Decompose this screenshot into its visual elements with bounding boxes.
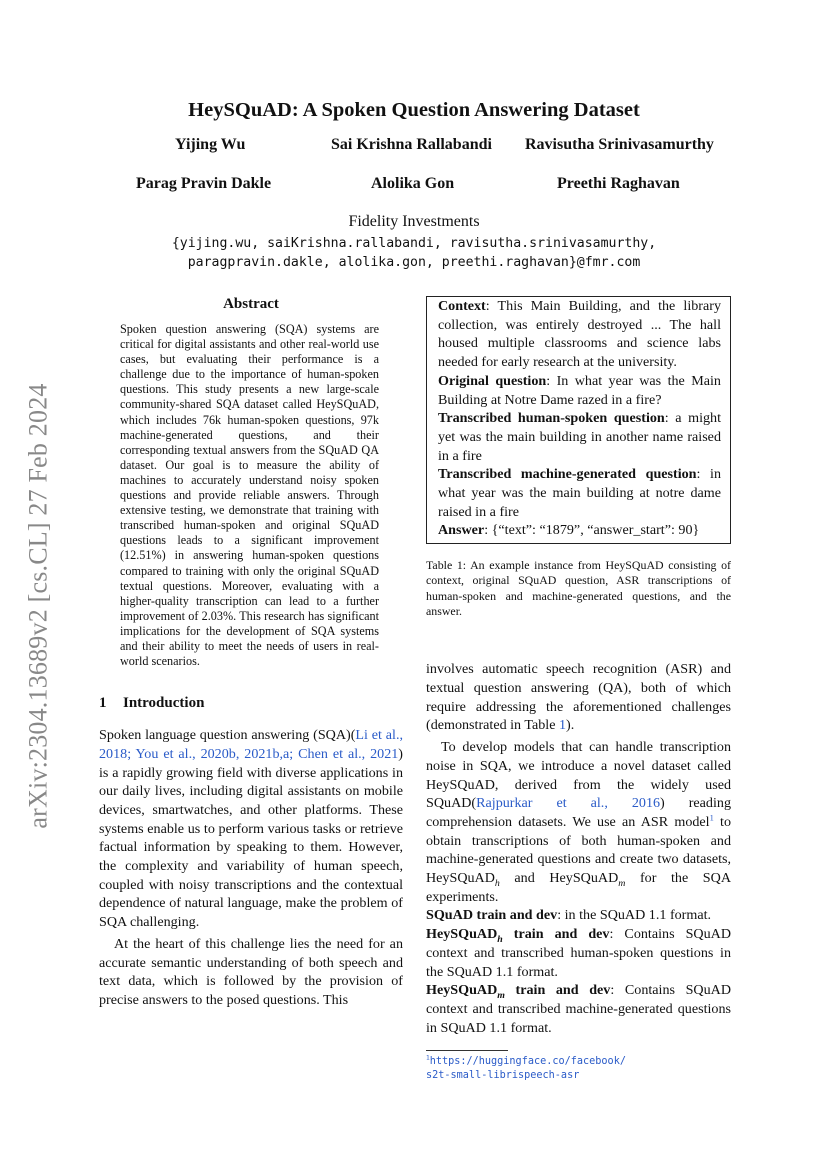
intro-paragraph bbox=[99, 726, 403, 932]
field-label: Transcribed machine-generated question bbox=[438, 466, 697, 483]
field-label: Transcribed human-spoken question bbox=[438, 410, 665, 427]
field-label: Answer bbox=[438, 522, 485, 539]
field-value: : {“text”: “1879”, “answer_start”: 90} bbox=[484, 522, 700, 539]
table1-caption: Table 1: An example instance from HeySQuAD consisting of context, original SQuAD question, ASR transcriptions of human-spoken and machine-generated questions, and the answer. bbox=[426, 558, 731, 619]
body-paragraph bbox=[426, 738, 731, 906]
body-paragraph bbox=[426, 660, 731, 735]
footnote-link[interactable]: s2t-small-librispeech-asr bbox=[426, 1070, 580, 1082]
text-run: and HeySQuAD bbox=[499, 870, 619, 887]
text-run: To develop models that can handle transcription noise in SQA, we introduce a novel dataset called HeySQuAD, derived from the widely used SQuAD( bbox=[426, 739, 731, 812]
intro-paragraph: At the heart of this challenge lies the need for an accurate semantic understanding of both speech and text data, which is followed by the provision of precise answers to the posed questions. This bbox=[99, 935, 403, 1008]
section-number: 1 bbox=[99, 695, 107, 712]
text-run: ) is a rapidly growing field with diverse applications in our daily lives, including digital assistants on mobile devices, smartwatches, and other platforms. These systems enable us to perform various tasks or retrieve factual information by speaking to them. However, the complexity and variability of human speech, coupled with noisy transcriptions and the contextual dependence of natural language, make the problem of SQA challenging. bbox=[99, 745, 403, 931]
field-label: Original question bbox=[438, 372, 547, 389]
footnote-link[interactable]: https://huggingface.co/facebook/ bbox=[429, 1056, 626, 1068]
table1-box bbox=[426, 296, 731, 544]
right-body bbox=[426, 660, 731, 1083]
table-ref-link[interactable]: 1 bbox=[559, 717, 567, 734]
section-title: Introduction bbox=[123, 695, 205, 712]
author-name: Sai Krishna Rallabandi bbox=[331, 136, 492, 153]
citation-link[interactable]: Rajpurkar et al., 2016 bbox=[476, 795, 661, 812]
table1-context bbox=[438, 297, 721, 372]
section-heading bbox=[99, 695, 403, 712]
item-text: : Contains SQuAD context and transcribed machine-generated questions in SQuAD 1.1 format. bbox=[426, 982, 732, 1036]
email-line: {yijing.wu, saiKrishna.rallabandi, ravisutha.srinivasamurthy, bbox=[171, 236, 657, 251]
text-run: for the SQA experiments. bbox=[426, 870, 731, 905]
author-emails bbox=[0, 234, 828, 272]
table1-machine-question bbox=[438, 465, 721, 521]
arxiv-stamp: arXiv:2304.13689v2 [cs.CL] 27 Feb 2024 bbox=[24, 383, 54, 829]
field-label: Context bbox=[438, 298, 486, 314]
author-name: Preethi Raghavan bbox=[557, 175, 680, 192]
author-name: Alolika Gon bbox=[371, 175, 455, 192]
email-line: paragpravin.dakle, alolika.gon, preethi.raghavan}@fmr.com bbox=[187, 255, 641, 270]
subscript: h bbox=[494, 877, 500, 889]
dataset-item bbox=[426, 925, 731, 981]
table1-answer bbox=[438, 521, 721, 540]
affiliation: Fidelity Investments bbox=[348, 213, 480, 230]
footnote-marker[interactable]: 1 bbox=[709, 812, 714, 823]
table1-original-question bbox=[438, 372, 721, 409]
text-run: ) reading comprehension datasets. We use an ASR model bbox=[426, 795, 731, 830]
text-run: ). bbox=[566, 717, 575, 734]
footnote bbox=[426, 1055, 731, 1083]
abstract-heading: Abstract bbox=[223, 296, 279, 312]
field-value: : This Main Building, and the library collection, was entirely destroyed ... The hall housed multiple classrooms and science labs needed for early research at the university. bbox=[438, 298, 721, 371]
item-text: : in the SQuAD 1.1 format. bbox=[557, 907, 712, 924]
item-label: HeySQuAD$_h$ train and dev bbox=[426, 926, 610, 945]
text-run: involves automatic speech recognition (ASR) and textual question answering (QA), both of which require addressing the aforementioned challenges (demonstrated in Table bbox=[426, 661, 731, 734]
footnote-divider bbox=[426, 1050, 508, 1051]
dataset-item bbox=[426, 906, 731, 925]
subscript: m bbox=[618, 877, 626, 889]
author-name: Ravisutha Srinivasamurthy bbox=[525, 136, 714, 153]
abstract-text: Spoken question answering (SQA) systems are critical for digital assistants and other real-world use cases, but evaluating their performance is a challenge due to the importance of human-spoken questions. This study presents a new large-scale community-shared SQA dataset called HeySQuAD, which includes 76k human-spoken questions, 97k machine-generated questions, and their corresponding textual answers from the SQuAD QA dataset. Our goal is to measure the ability of machines to accurately understand noisy spoken questions and provide reliable answers. Through extensive testing, we demonstrate that training with transcribed human-spoken and original SQuAD questions leads to a significant improvement (12.51%) in answering human-spoken questions compared to training with only the original SQuAD textual questions. Moreover, evaluating with a higher-quality transcription can lead to a further improvement of 2.03%. This research has significant implications for the development of SQA systems and their ability to meet the needs of users in real-world scenarios. bbox=[120, 322, 379, 669]
paper-title: HeySQuAD: A Spoken Question Answering Dataset bbox=[188, 99, 640, 121]
table1-human-question bbox=[438, 409, 721, 465]
footnote-number: 1 bbox=[426, 1055, 430, 1062]
author-name: Parag Pravin Dakle bbox=[136, 175, 272, 192]
item-label: HeySQuAD$_m$ train and dev bbox=[426, 982, 611, 1002]
field-value: : a might yet was the main building in another name raised in a fire bbox=[438, 410, 722, 464]
right-column bbox=[426, 296, 731, 1083]
field-value: : in what year was the main building at notre dame raised in a fire bbox=[438, 466, 721, 520]
left-column bbox=[99, 296, 403, 1010]
text-run: Spoken language question answering (SQA)( bbox=[99, 727, 356, 744]
citation-link[interactable]: Li et al., 2018; You et al., 2020b, 2021b,a; Chen et al., 2021 bbox=[99, 727, 403, 762]
text-run: to obtain transcriptions of both human-spoken and machine-generated questions and create two datasets, HeySQuAD bbox=[426, 813, 731, 887]
item-label: SQuAD train and dev bbox=[426, 907, 558, 924]
author-name: Yijing Wu bbox=[175, 136, 246, 153]
item-text: : Contains SQuAD context and transcribed human-spoken questions in the SQuAD 1.1 format. bbox=[426, 926, 732, 980]
dataset-item bbox=[426, 981, 731, 1037]
field-value: : In what year was the Main Building at Notre Dame razed in a fire? bbox=[438, 372, 721, 408]
